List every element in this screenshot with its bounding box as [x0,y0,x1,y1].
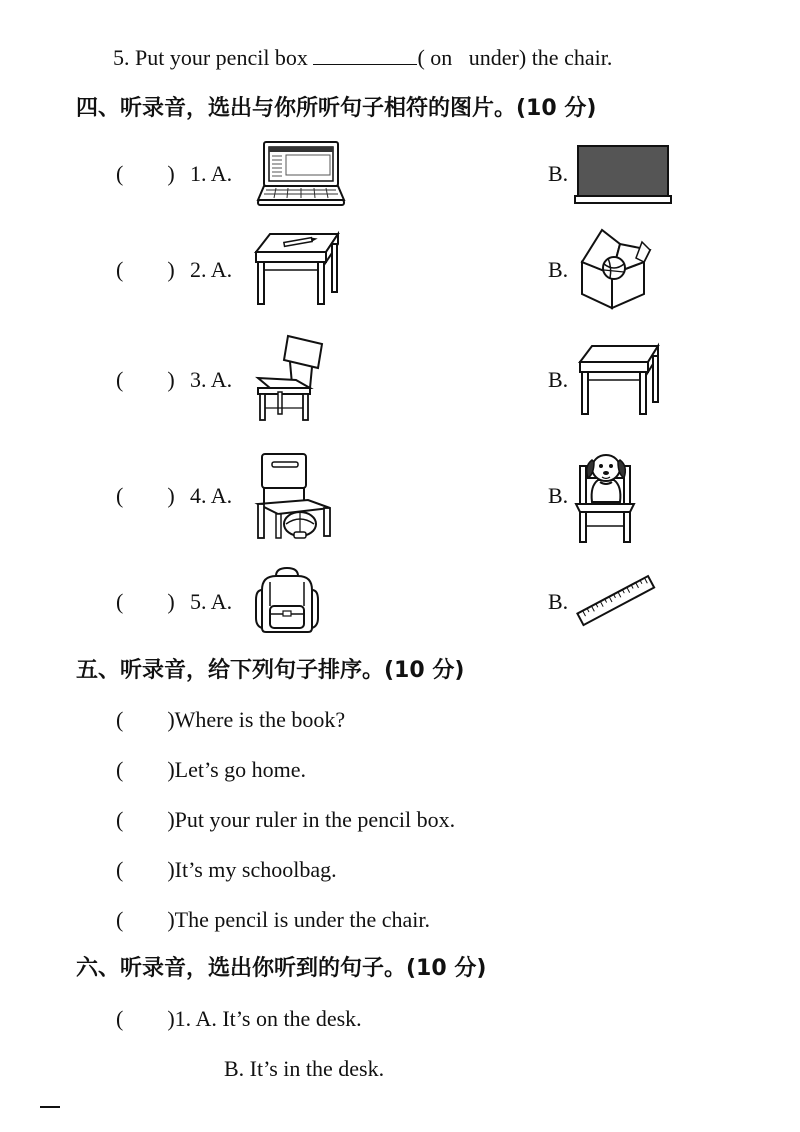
sentence-text: Let’s go home. [174,757,307,782]
answer-bracket[interactable]: ( ) [116,1006,175,1031]
desk-icon[interactable] [574,342,662,418]
answer-bracket[interactable]: ( ) [116,757,175,782]
question-5-line [113,44,612,72]
option-label-2b: B. [548,257,569,282]
answer-blank[interactable] [313,46,417,65]
question-number: 5. [113,45,130,70]
option-label-3a: 3. A. [190,367,233,392]
section-6-title: 六、听录音，选出你听到的句子。(10 分) [76,956,487,981]
dog-on-chair-icon[interactable] [574,448,638,544]
chair-with-bag-icon[interactable] [250,450,336,542]
answer-bracket[interactable]: ( ) [116,907,175,932]
answer-bracket-4[interactable]: ( ) [116,483,175,508]
option-label-4a: 4. A. [190,483,233,508]
schoolbag-icon[interactable] [252,566,322,636]
order-item-3 [116,806,455,834]
answer-options: ( on under) [417,45,527,70]
sentence-text: It’s my schoolbag. [174,857,337,882]
order-item-4 [116,856,337,884]
ruler-icon[interactable] [574,574,658,628]
option-label-5a: 5. A. [190,589,233,614]
sentence-text: The pencil is under the chair. [174,907,431,932]
laptop-icon[interactable] [256,140,346,208]
answer-bracket-2[interactable]: ( ) [116,257,175,282]
option-label-3b: B. [548,367,569,392]
blackboard-icon[interactable] [574,144,672,206]
option-label-1b: B. [548,161,569,186]
option-label-5b: B. [548,589,569,614]
desk-with-pencil-icon[interactable] [250,230,342,308]
option-label-4b: B. [548,483,569,508]
answer-bracket[interactable]: ( ) [116,807,175,832]
sentence-text: Put your ruler in the pencil box. [174,807,456,832]
answer-bracket[interactable]: ( ) [116,707,175,732]
order-item-1 [116,706,345,734]
order-item-5 [116,906,430,934]
section-5-title: 五、听录音，给下列句子排序。(10 分) [76,658,465,683]
answer-bracket[interactable]: ( ) [116,857,175,882]
box-with-ball-icon[interactable] [572,228,652,312]
answer-bracket-1[interactable]: ( ) [116,161,175,186]
choice-question-1 [116,1005,362,1033]
option-label-1a: 1. A. [190,161,233,186]
chair-icon[interactable] [250,334,326,424]
page-edge-mark [40,1106,60,1108]
sentence-text: Where is the book? [174,707,346,732]
option-label-2a: 2. A. [190,257,233,282]
option-b-text: B. It’s in the desk. [224,1056,385,1081]
answer-bracket-3[interactable]: ( ) [116,367,175,392]
answer-bracket-5[interactable]: ( ) [116,589,175,614]
option-a-text: 1. A. It’s on the desk. [174,1006,362,1031]
order-item-2 [116,756,306,784]
question-text-before: Put your pencil box [135,45,308,70]
section-4-title: 四、听录音，选出与你所听句子相符的图片。(10 分) [76,96,597,121]
question-text-after: the chair. [531,45,613,70]
